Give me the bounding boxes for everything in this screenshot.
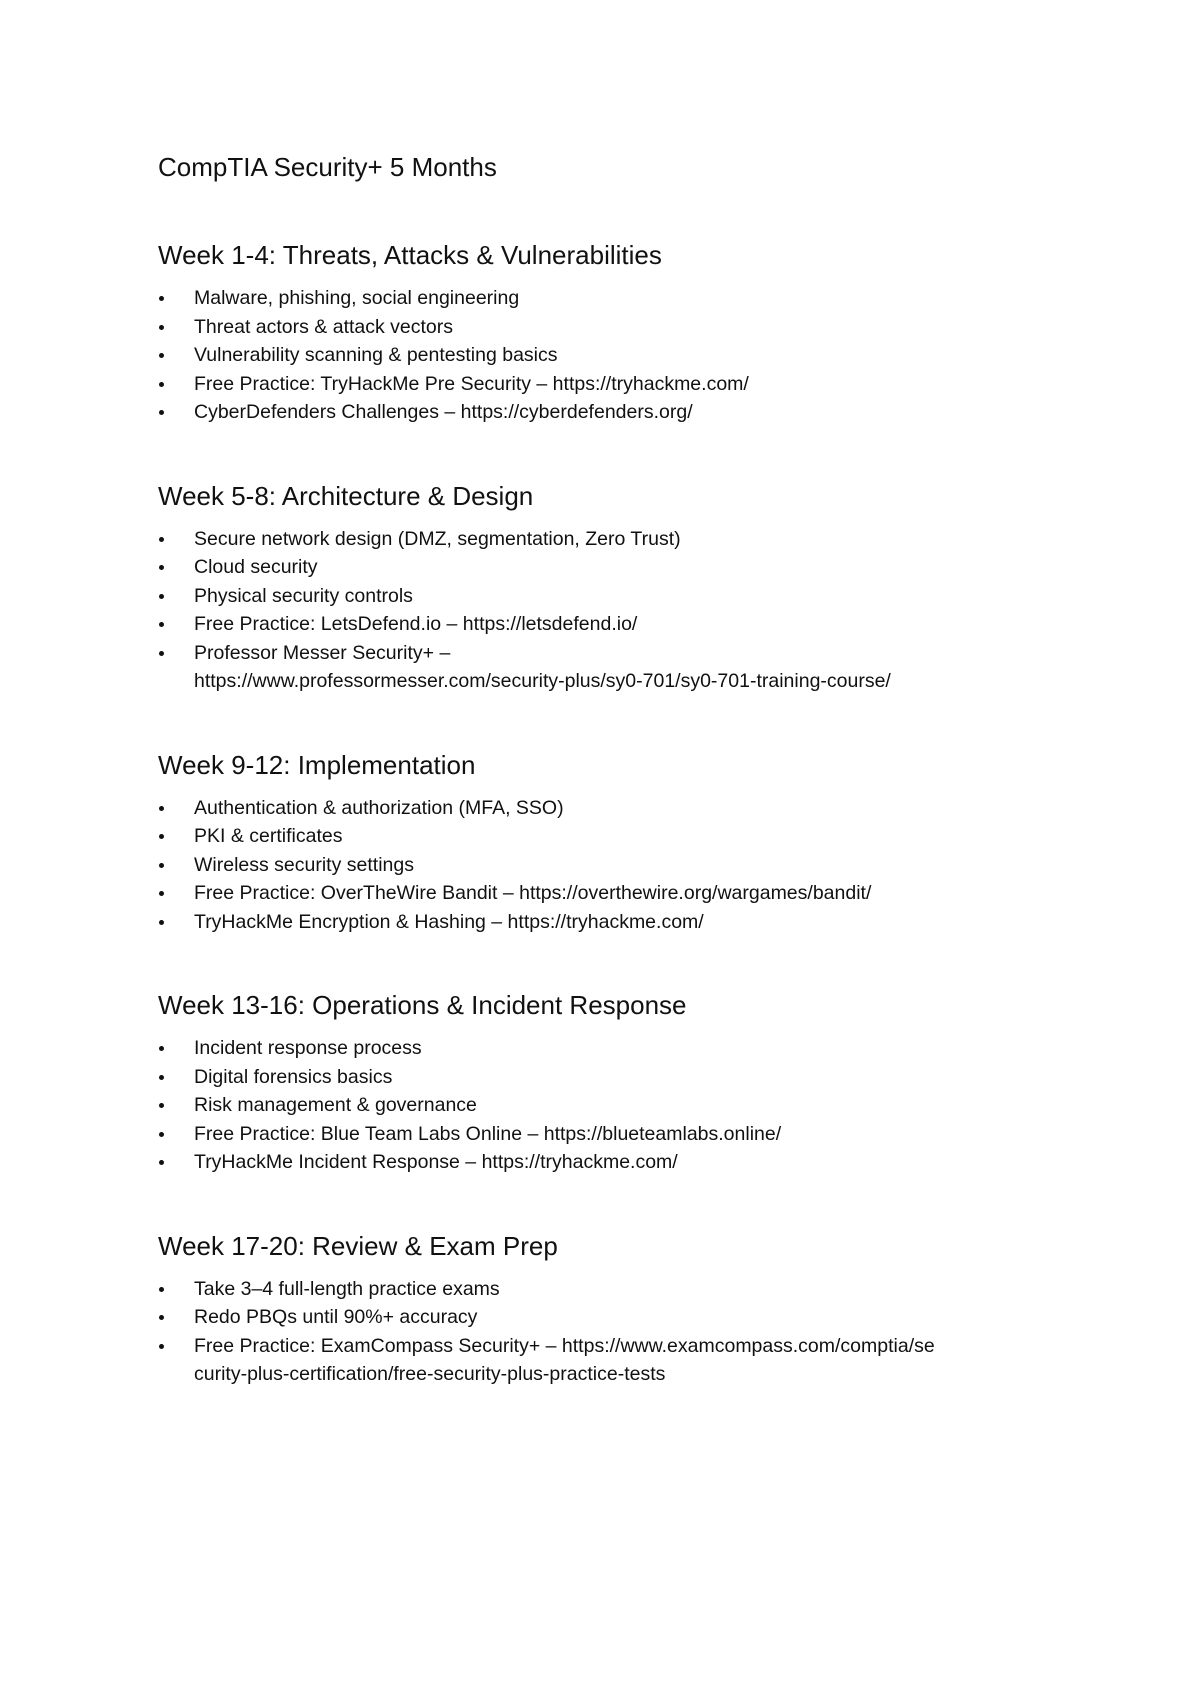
list-item[interactable] bbox=[158, 908, 1138, 937]
section-week-13-16 bbox=[158, 988, 1138, 1177]
section-heading: Week 5-8: Architecture & Design bbox=[158, 480, 534, 511]
list-item-text: Threat actors & attack vectors bbox=[194, 315, 454, 338]
list-item bbox=[158, 1034, 1138, 1063]
section-week-5-8 bbox=[158, 479, 1138, 696]
list-item bbox=[158, 553, 1138, 582]
list-item[interactable] bbox=[158, 1332, 1138, 1389]
list-item bbox=[158, 313, 1138, 342]
list-item-text: Take 3–4 full-length practice exams bbox=[194, 1277, 500, 1300]
list-item-text: Incident response process bbox=[194, 1037, 422, 1059]
section-heading: Week 9-12: Implementation bbox=[158, 749, 476, 780]
topic-list bbox=[158, 794, 1138, 937]
list-item bbox=[158, 525, 1138, 554]
section-week-9-12 bbox=[158, 748, 1138, 937]
list-item-text: CyberDefenders Challenges – https://cyberdefenders.org/ bbox=[194, 401, 693, 423]
list-item[interactable] bbox=[158, 398, 1138, 427]
list-item-text: Malware, phishing, social engineering bbox=[194, 287, 520, 309]
list-item-text: Free Practice: LetsDefend.io – https://letsdefend.io/ bbox=[194, 613, 638, 635]
document-page bbox=[158, 150, 1138, 1389]
list-item-text: Physical security controls bbox=[194, 584, 413, 607]
topic-list bbox=[158, 525, 1138, 696]
list-item-text: Free Practice: ExamCompass Security+ – https://www.examcompass.com/comptia/se curity-plus-certification/free-security-plus-practice-tests bbox=[194, 1334, 935, 1385]
list-item-text: Digital forensics basics bbox=[194, 1065, 393, 1088]
topic-list bbox=[158, 284, 1138, 427]
list-item bbox=[158, 822, 1138, 851]
list-item bbox=[158, 851, 1138, 880]
section-heading: Week 17-20: Review & Exam Prep bbox=[158, 1230, 558, 1261]
list-item bbox=[158, 794, 1138, 823]
list-item[interactable] bbox=[158, 639, 1138, 696]
list-item bbox=[158, 1275, 1138, 1304]
list-item[interactable] bbox=[158, 1148, 1138, 1177]
list-item bbox=[158, 1091, 1138, 1120]
list-item-text: TryHackMe Encryption & Hashing – https://tryhackme.com/ bbox=[194, 910, 704, 933]
topic-list bbox=[158, 1275, 1138, 1389]
list-item-text: TryHackMe Incident Response – https://tryhackme.com/ bbox=[194, 1151, 678, 1173]
list-item bbox=[158, 341, 1138, 370]
list-item bbox=[158, 582, 1138, 611]
list-item bbox=[158, 284, 1138, 313]
section-week-17-20 bbox=[158, 1229, 1138, 1389]
list-item bbox=[158, 1303, 1138, 1332]
section-heading: Week 1-4: Threats, Attacks & Vulnerabilities bbox=[158, 240, 662, 270]
list-item[interactable] bbox=[158, 879, 1138, 908]
list-item-text: Cloud security bbox=[194, 556, 318, 578]
list-item-text: Professor Messer Security+ – https://www.professormesser.com/security-plus/sy0-701/sy0-701-training-course/ bbox=[194, 641, 891, 692]
list-item-text: Free Practice: OverTheWire Bandit – https://overthewire.org/wargames/bandit/ bbox=[194, 882, 872, 904]
list-item-text: Free Practice: TryHackMe Pre Security – https://tryhackme.com/ bbox=[194, 372, 749, 395]
list-item-text: Vulnerability scanning & pentesting basics bbox=[194, 344, 558, 366]
section-week-1-4 bbox=[158, 238, 1138, 427]
list-item bbox=[158, 1063, 1138, 1092]
list-item[interactable] bbox=[158, 370, 1138, 399]
document-title: CompTIA Security+ 5 Months bbox=[158, 152, 497, 182]
list-item[interactable] bbox=[158, 1120, 1138, 1149]
list-item-text: Risk management & governance bbox=[194, 1094, 477, 1116]
list-item-text: Authentication & authorization (MFA, SSO) bbox=[194, 796, 564, 819]
list-item[interactable] bbox=[158, 610, 1138, 639]
list-item-text: Free Practice: Blue Team Labs Online – https://blueteamlabs.online/ bbox=[194, 1122, 782, 1145]
list-item-text: Wireless security settings bbox=[194, 853, 414, 876]
list-item-text: Secure network design (DMZ, segmentation, Zero Trust) bbox=[194, 527, 681, 550]
topic-list bbox=[158, 1034, 1138, 1177]
section-heading: Week 13-16: Operations & Incident Response bbox=[158, 990, 687, 1020]
list-item-text: Redo PBQs until 90%+ accuracy bbox=[194, 1306, 478, 1328]
list-item-text: PKI & certificates bbox=[194, 825, 343, 847]
